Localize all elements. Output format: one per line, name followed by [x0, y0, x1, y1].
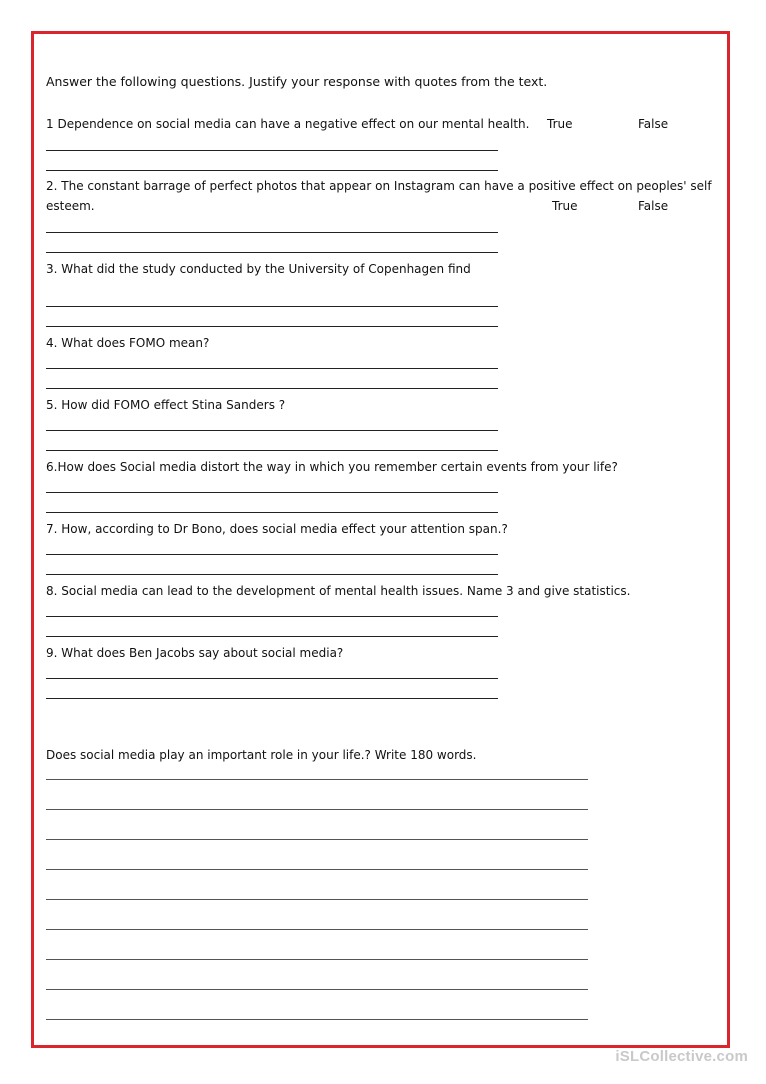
- instructions: Answer the following questions. Justify your response with quotes from the text.: [46, 74, 548, 89]
- question-4: 4. What does FOMO mean?: [46, 336, 210, 350]
- essay-line[interactable]: [46, 839, 588, 840]
- q1-false-option[interactable]: False: [638, 117, 669, 131]
- essay-line[interactable]: [46, 899, 588, 900]
- answer-line[interactable]: [46, 574, 498, 575]
- question-1: 1 Dependence on social media can have a negative effect on our mental health.: [46, 117, 530, 131]
- essay-line[interactable]: [46, 1019, 588, 1020]
- essay-prompt: Does social media play an important role in your life.? Write 180 words.: [46, 748, 477, 762]
- essay-line[interactable]: [46, 959, 588, 960]
- answer-line[interactable]: [46, 512, 498, 513]
- answer-line[interactable]: [46, 232, 498, 233]
- q2-true-option[interactable]: True: [552, 199, 578, 213]
- answer-line[interactable]: [46, 698, 498, 699]
- watermark: iSLCollective.com: [615, 1048, 748, 1065]
- q1-true-option[interactable]: True: [547, 117, 573, 131]
- question-5: 5. How did FOMO effect Stina Sanders ?: [46, 398, 286, 412]
- essay-line[interactable]: [46, 929, 588, 930]
- essay-line[interactable]: [46, 869, 588, 870]
- answer-line[interactable]: [46, 492, 498, 493]
- question-3: 3. What did the study conducted by the University of Copenhagen find: [46, 262, 471, 276]
- answer-line[interactable]: [46, 554, 498, 555]
- answer-line[interactable]: [46, 368, 498, 369]
- answer-line[interactable]: [46, 678, 498, 679]
- question-8: 8. Social media can lead to the development of mental health issues. Name 3 and give statistics.: [46, 584, 631, 598]
- question-2: 2. The constant barrage of perfect photos that appear on Instagram can have a positive effect on peoples' self: [46, 179, 712, 193]
- essay-line[interactable]: [46, 779, 588, 780]
- answer-line[interactable]: [46, 388, 498, 389]
- answer-line[interactable]: [46, 616, 498, 617]
- answer-line[interactable]: [46, 252, 498, 253]
- question-2-continued: esteem.: [46, 199, 95, 213]
- answer-line[interactable]: [46, 326, 498, 327]
- question-9: 9. What does Ben Jacobs say about social media?: [46, 646, 344, 660]
- essay-line[interactable]: [46, 809, 588, 810]
- answer-line[interactable]: [46, 150, 498, 151]
- answer-line[interactable]: [46, 636, 498, 637]
- answer-line[interactable]: [46, 430, 498, 431]
- answer-line[interactable]: [46, 450, 498, 451]
- question-6: 6.How does Social media distort the way in which you remember certain events from your life?: [46, 460, 618, 474]
- answer-line[interactable]: [46, 306, 498, 307]
- essay-line[interactable]: [46, 989, 588, 990]
- question-7: 7. How, according to Dr Bono, does social media effect your attention span.?: [46, 522, 508, 536]
- q2-false-option[interactable]: False: [638, 199, 669, 213]
- answer-line[interactable]: [46, 170, 498, 171]
